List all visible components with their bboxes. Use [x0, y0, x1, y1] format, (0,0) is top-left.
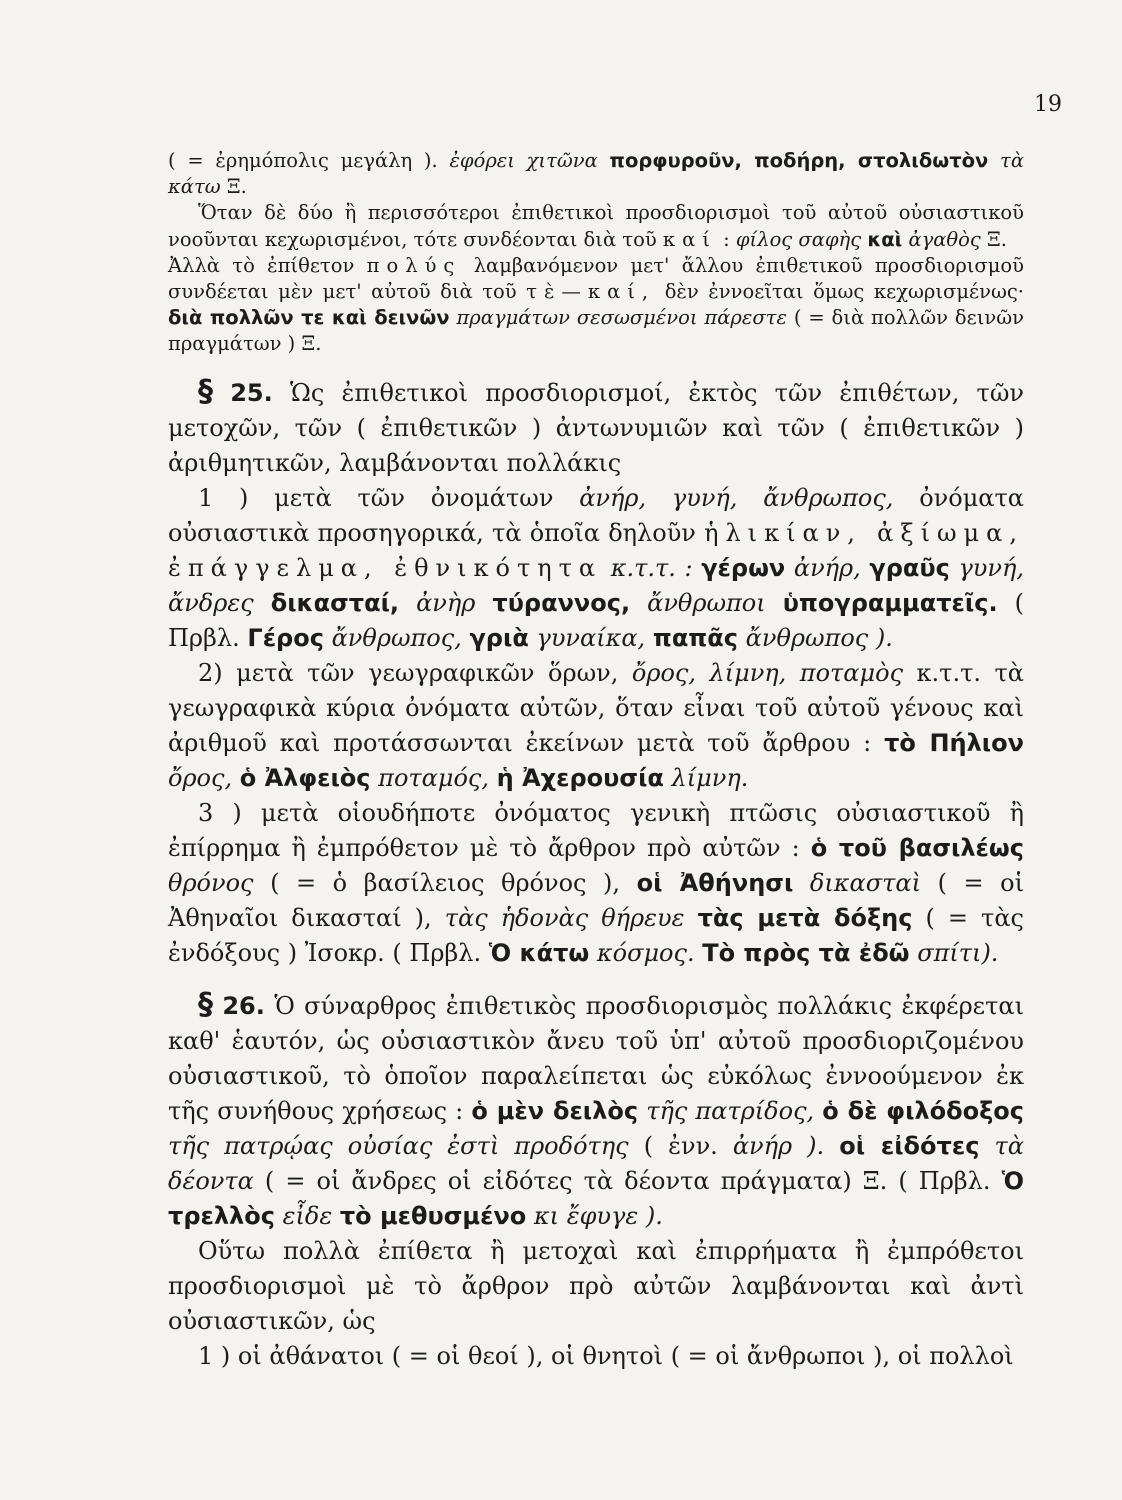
italic-text: ὄρος, λίμνη, ποταμὸς: [631, 658, 904, 687]
italic-text: ἀνήρ ).: [732, 1131, 825, 1160]
text: ( Πρβλ.: [168, 588, 1024, 652]
bold-text: δικασταί,: [270, 588, 400, 617]
text: ( = ἐρημόπολις μεγάλη ).: [168, 149, 438, 172]
italic-text: ποταμός,: [378, 763, 489, 792]
text: ὀνόματα οὐσιαστικὰ προσηγορικά, τὰ ὁποῖα δηλοῦν: [168, 483, 1024, 547]
text: ( = διὰ πολλῶν δεινῶν πραγμάτων ) Ξ.: [168, 306, 1025, 356]
text: δὲν ἐννοεῖται ὅμως κεχωρισμένως·: [664, 280, 1024, 304]
text: ( = οἱ ἄνδρες οἱ εἰδότες τὰ δέοντα πράγματα) Ξ. ( Πρβλ.: [264, 1166, 991, 1195]
bold-text: Τὸ πρὸς τὰ ἐδῶ: [702, 938, 910, 967]
paragraph: [168, 253, 1024, 358]
page-body: [168, 148, 1024, 1374]
bold-text: τὸ μεθυσμένο: [339, 1201, 527, 1230]
section-number: 25.: [230, 378, 273, 407]
spaced-text: ἡλικίαν, ἀξίωμα, ἐπάγγελμα, ἐθνικότητα: [168, 518, 1024, 582]
bold-text: ἡ Ἀχερουσία: [496, 763, 664, 792]
text: Ἀλλὰ τὸ ἐπίθετον: [168, 253, 355, 277]
bold-text: Ὁ τρελλὸς: [168, 1166, 1024, 1230]
bold-text: τὰς μετὰ δόξης: [697, 903, 913, 932]
italic-text: ἄνθρωπος,: [331, 623, 462, 652]
bold-text: Γέρος: [247, 623, 324, 652]
italic-text: κόσμος.: [596, 938, 695, 967]
list-item: [168, 796, 1024, 971]
bold-text: Ὁ κάτω: [488, 938, 590, 967]
section-heading-paragraph: [168, 987, 1024, 1234]
text: Ὅταν δὲ δύο ἢ περισσότεροι ἐπιθετικοὶ προσδιορισμοὶ τοῦ αὐτοῦ οὐσιαστικοῦ νοοῦνται κεχωρισμένοι, τότε συνδέονται διὰ τοῦ: [168, 201, 1024, 251]
italic-text: λίμνη.: [671, 763, 749, 792]
bold-text: ὁ Ἀλφειὸς: [239, 763, 371, 792]
paragraph: [168, 148, 1024, 200]
text: 2) μετὰ τῶν γεωγραφικῶν ὅρων,: [198, 658, 619, 687]
text: ( = οἱ Ἀθηναῖοι δικασταί ),: [168, 868, 1025, 932]
text: Ὡς ἐπιθετικοὶ προσδιορισμοί, ἐκτὸς τῶν ἐπιθέτων, τῶν μετοχῶν, τῶν ( ἐπιθετικῶν ) ἀντωνυμιῶν καὶ τῶν ( ἐπιθετικῶν ) ἀριθμητικῶν, λαμβάνονται πολλάκις: [168, 378, 1024, 477]
bold-text: τύραννος,: [492, 588, 631, 617]
italic-text: ἐφόρει χιτῶνα: [449, 149, 598, 172]
section-heading-paragraph: [168, 374, 1024, 481]
italic-text: δικασταὶ: [809, 868, 922, 897]
text: :: [723, 227, 730, 251]
text: κ.τ.τ. τὰ γεωγραφικὰ κύρια ὀνόματα αὐτῶν, ὅταν εἶναι τοῦ αὐτοῦ γένους καὶ ἀριθμοῦ καὶ προτάσσωνται ἐκείνων μετὰ τοῦ ἄρθρου :: [168, 658, 1024, 757]
text: Ὁ σύναρθρος ἐπιθετικὸς προσδιορισμὸς πολλάκις ἐκφέρεται καθ' ἑαυτόν, ὡς οὐσιαστικὸν ἄνευ τοῦ ὑπ' αὐτοῦ προσδιοριζομένου οὐσιαστικοῦ, τὸ ὁποῖον παραλείπεται ὡς εὐκόλως ἐννοούμενον ἐκ τῆς συνήθους χρήσεως :: [168, 991, 1025, 1125]
italic-text: ἄνθρωπος ).: [745, 623, 893, 652]
bold-text: γριὰ: [469, 623, 529, 652]
italic-text: τῆς πατρῴας οὐσίας ἐστὶ προδότης: [168, 1131, 629, 1160]
italic-text: σπίτι).: [917, 938, 999, 967]
italic-text: ἀνήρ,: [793, 553, 861, 582]
text: ( = ὁ βασίλειος θρόνος ),: [270, 868, 621, 897]
bold-text: παπᾶς: [652, 623, 738, 652]
bold-text: γραῦς: [869, 553, 950, 582]
italic-text: πραγμάτων σεσωσμένοι πάρεστε: [456, 306, 787, 330]
spaced-text: πολύς: [366, 253, 462, 277]
bold-text: ὁ δὲ φιλόδοξος: [822, 1096, 1024, 1125]
italic-text: θρόνος: [168, 868, 254, 897]
italic-text: κι ἔφυγε ).: [533, 1201, 663, 1230]
italic-text: ὄρος,: [168, 763, 233, 792]
bold-text: οἱ εἰδότες: [839, 1131, 980, 1160]
section-sign: §: [198, 986, 213, 1022]
text: 3 ) μετὰ οἱουδήποτε ὀνόματος γενικὴ πτῶσις οὐσιαστικοῦ ἢ ἐπίρρημα ἢ ἐμπρόθετον μὲ τὸ ἄρθρον πρὸ αὐτῶν :: [168, 798, 1024, 862]
block-small-text: [168, 148, 1024, 358]
bold-text: διὰ πολλῶν τε καὶ δεινῶν: [168, 306, 450, 330]
italic-text: ἀνήρ, γυνή, ἄνθρωπος,: [579, 483, 894, 512]
spaced-text: καί: [662, 227, 717, 251]
list-item: [168, 481, 1024, 656]
italic-text: ἀνὴρ: [416, 588, 476, 617]
bold-text: ὑπογραμματεῖς.: [782, 588, 998, 617]
text: Ξ.: [987, 227, 1007, 251]
italic-text: γυναίκα,: [536, 623, 646, 652]
paragraph: [168, 1234, 1024, 1339]
text: ( ἐνν.: [643, 1131, 718, 1160]
italic-text: ἀγαθὸς: [908, 227, 981, 251]
section-number: 26.: [222, 991, 265, 1020]
text: λαμβανόμενον μετ' ἄλλου ἐπιθετικοῦ προσδιορισμοῦ συνδέεται μὲν μετ' αὐτοῦ διὰ τοῦ: [168, 253, 1025, 304]
list-item: [168, 656, 1024, 796]
bold-text: ὁ μὲν δειλὸς: [471, 1096, 639, 1125]
italic-text: τὰς ἡδονὰς θήρευε: [444, 903, 685, 932]
text: ( = τὰς ἐνδόξους ) Ἰσοκρ. ( Πρβλ.: [168, 903, 1024, 967]
bold-text: γέρων: [701, 553, 786, 582]
text: 1 ) οἱ ἀθάνατοι ( = οἱ θεοί ), οἱ θνητοὶ ( = οἱ ἄνθρωποι ), οἱ πολλοὶ: [198, 1341, 1014, 1370]
text: 1 ) μετὰ τῶν ὀνομάτων: [198, 483, 554, 512]
section-sign: §: [198, 373, 213, 409]
paragraph: [168, 200, 1024, 252]
italic-text: εἶδε: [282, 1201, 333, 1230]
italic-text: τῆς πατρίδος,: [646, 1096, 815, 1125]
italic-text: γυνή, ἄνδρες: [168, 553, 1024, 617]
page-number: 19: [1034, 92, 1062, 117]
italic-text: τὰ δέοντα: [168, 1131, 1024, 1195]
spaced-text: τὲ—καί,: [526, 280, 656, 304]
section-25: [168, 374, 1024, 971]
section-26: [168, 987, 1024, 1374]
bold-text: καὶ: [867, 227, 903, 251]
bold-text: οἱ Ἀθήνησι: [636, 868, 794, 897]
bold-text: ὁ τοῦ βασιλέως: [810, 833, 1024, 862]
bold-text: τὸ Πήλιον: [884, 728, 1024, 757]
italic-text: ἄνθρωποι: [647, 588, 766, 617]
bold-text: πορφυροῦν, ποδήρη, στολιδωτὸν: [609, 149, 989, 172]
text: Ξ.: [226, 175, 247, 199]
italic-text: φίλος σαφὴς: [735, 227, 862, 251]
italic-text: τὰ κάτω: [168, 149, 1025, 199]
text: Οὕτω πολλὰ ἐπίθετα ἢ μετοχαὶ καὶ ἐπιρρήματα ἢ ἐμπρόθετοι προσδιορισμοὶ μὲ τὸ ἄρθρον πρὸ αὐτῶν λαμβάνονται καὶ ἀντὶ οὐσιαστικῶν, ὡς: [168, 1236, 1024, 1335]
italic-text: κ.τ.τ. :: [610, 553, 693, 582]
list-item: [168, 1339, 1024, 1374]
